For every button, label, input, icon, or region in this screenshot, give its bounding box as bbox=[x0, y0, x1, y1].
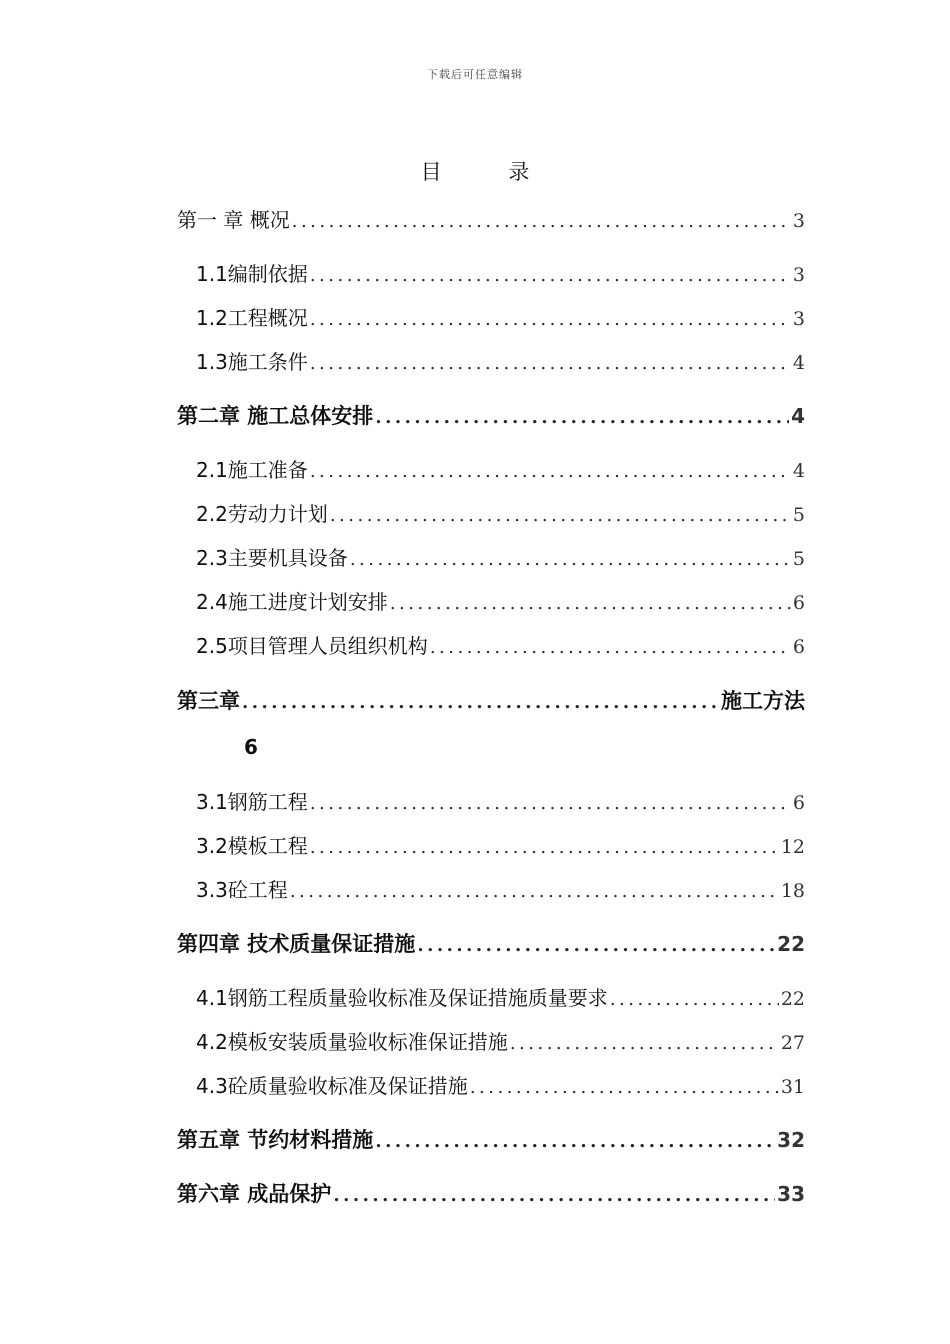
dot-leader bbox=[375, 1127, 775, 1157]
toc-label: 3.1钢筋工程 bbox=[196, 790, 308, 814]
toc-entry-1-1[interactable] bbox=[196, 259, 805, 289]
dot-leader bbox=[375, 403, 789, 433]
toc-page: 4 bbox=[791, 404, 805, 428]
toc-page: 3 bbox=[792, 210, 805, 232]
toc-label-tail: 施工方法 bbox=[721, 689, 805, 713]
toc-entry-3-3[interactable] bbox=[196, 875, 805, 905]
dot-leader bbox=[430, 633, 791, 663]
toc-label: 1.1编制依据 bbox=[196, 262, 308, 286]
dot-leader bbox=[470, 1073, 779, 1103]
toc-page: 6 bbox=[792, 792, 805, 814]
toc-label: 1.3施工条件 bbox=[196, 350, 308, 374]
toc-page: 12 bbox=[780, 836, 805, 858]
dot-leader bbox=[310, 261, 791, 291]
dot-leader bbox=[390, 589, 791, 619]
toc-page: 22 bbox=[777, 932, 805, 956]
toc-entry-1-3[interactable] bbox=[196, 347, 805, 377]
toc-entry-chapter-3[interactable] bbox=[177, 686, 805, 716]
toc-page: 5 bbox=[792, 548, 805, 570]
toc-label: 第六章 成品保护 bbox=[177, 1182, 332, 1206]
toc-label: 3.3砼工程 bbox=[196, 878, 288, 902]
toc-page-chapter-3: 6 bbox=[244, 735, 258, 759]
toc-entry-1-2[interactable] bbox=[196, 303, 805, 333]
dot-leader bbox=[330, 501, 791, 531]
toc-label: 3.2模板工程 bbox=[196, 834, 308, 858]
toc-entry-chapter-5[interactable] bbox=[177, 1125, 805, 1155]
toc-label: 4.2模板安装质量验收标准保证措施 bbox=[196, 1030, 508, 1054]
toc-entry-4-3[interactable] bbox=[196, 1071, 805, 1101]
toc-entry-2-3[interactable] bbox=[196, 543, 805, 573]
toc-page: 3 bbox=[792, 308, 805, 330]
toc-page: 4 bbox=[792, 460, 805, 482]
toc-page: 18 bbox=[780, 880, 805, 902]
toc-entry-4-2[interactable] bbox=[196, 1027, 805, 1057]
toc-page: 31 bbox=[780, 1076, 805, 1098]
toc-label: 第五章 节约材料措施 bbox=[177, 1128, 374, 1152]
toc-label: 1.2工程概况 bbox=[196, 306, 308, 330]
toc-entry-2-1[interactable] bbox=[196, 455, 805, 485]
toc-label: 2.2劳动力计划 bbox=[196, 502, 328, 526]
toc-label: 第三章 bbox=[177, 689, 240, 713]
toc-entry-chapter-1[interactable] bbox=[177, 205, 805, 235]
toc-entry-3-2[interactable] bbox=[196, 831, 805, 861]
toc-entry-chapter-4[interactable] bbox=[177, 929, 805, 959]
toc-page: 6 bbox=[792, 636, 805, 658]
toc-entry-3-1[interactable] bbox=[196, 787, 805, 817]
dot-leader bbox=[310, 305, 791, 335]
toc-page: 5 bbox=[792, 504, 805, 526]
dot-leader bbox=[333, 1181, 775, 1211]
toc-label: 2.5项目管理人员组织机构 bbox=[196, 634, 428, 658]
toc-page: 4 bbox=[792, 352, 805, 374]
dot-leader bbox=[242, 688, 719, 718]
toc-title: 目 录 bbox=[420, 160, 560, 184]
toc-entry-2-4[interactable] bbox=[196, 587, 805, 617]
dot-leader bbox=[292, 207, 791, 237]
toc-entry-2-5[interactable] bbox=[196, 631, 805, 661]
toc-page: 6 bbox=[792, 592, 805, 614]
toc-entry-chapter-2[interactable] bbox=[177, 401, 805, 431]
dot-leader bbox=[610, 985, 779, 1015]
toc-label: 4.3砼质量验收标准及保证措施 bbox=[196, 1074, 468, 1098]
dot-leader bbox=[510, 1029, 779, 1059]
dot-leader bbox=[350, 545, 791, 575]
toc-label: 第四章 技术质量保证措施 bbox=[177, 932, 416, 956]
dot-leader bbox=[310, 833, 779, 863]
toc-label: 第一 章 概况 bbox=[177, 208, 290, 232]
dot-leader bbox=[310, 349, 791, 379]
dot-leader bbox=[417, 931, 775, 961]
toc-label: 2.1施工准备 bbox=[196, 458, 308, 482]
toc-page: 27 bbox=[780, 1032, 805, 1054]
dot-leader bbox=[310, 789, 791, 819]
dot-leader bbox=[310, 457, 791, 487]
toc-page: 3 bbox=[792, 264, 805, 286]
toc-entry-2-2[interactable] bbox=[196, 499, 805, 529]
toc-label: 2.4施工进度计划安排 bbox=[196, 590, 388, 614]
toc-label: 2.3主要机具设备 bbox=[196, 546, 348, 570]
toc-page: 32 bbox=[777, 1128, 805, 1152]
toc-label: 4.1钢筋工程质量验收标准及保证措施质量要求 bbox=[196, 986, 608, 1010]
toc-entry-chapter-6[interactable] bbox=[177, 1179, 805, 1209]
toc-label: 第二章 施工总体安排 bbox=[177, 404, 374, 428]
page-header: 下载后可任意编辑 bbox=[427, 68, 523, 81]
toc-entry-4-1[interactable] bbox=[196, 983, 805, 1013]
toc-page: 22 bbox=[780, 988, 805, 1010]
toc-page: 33 bbox=[777, 1182, 805, 1206]
dot-leader bbox=[290, 877, 779, 907]
